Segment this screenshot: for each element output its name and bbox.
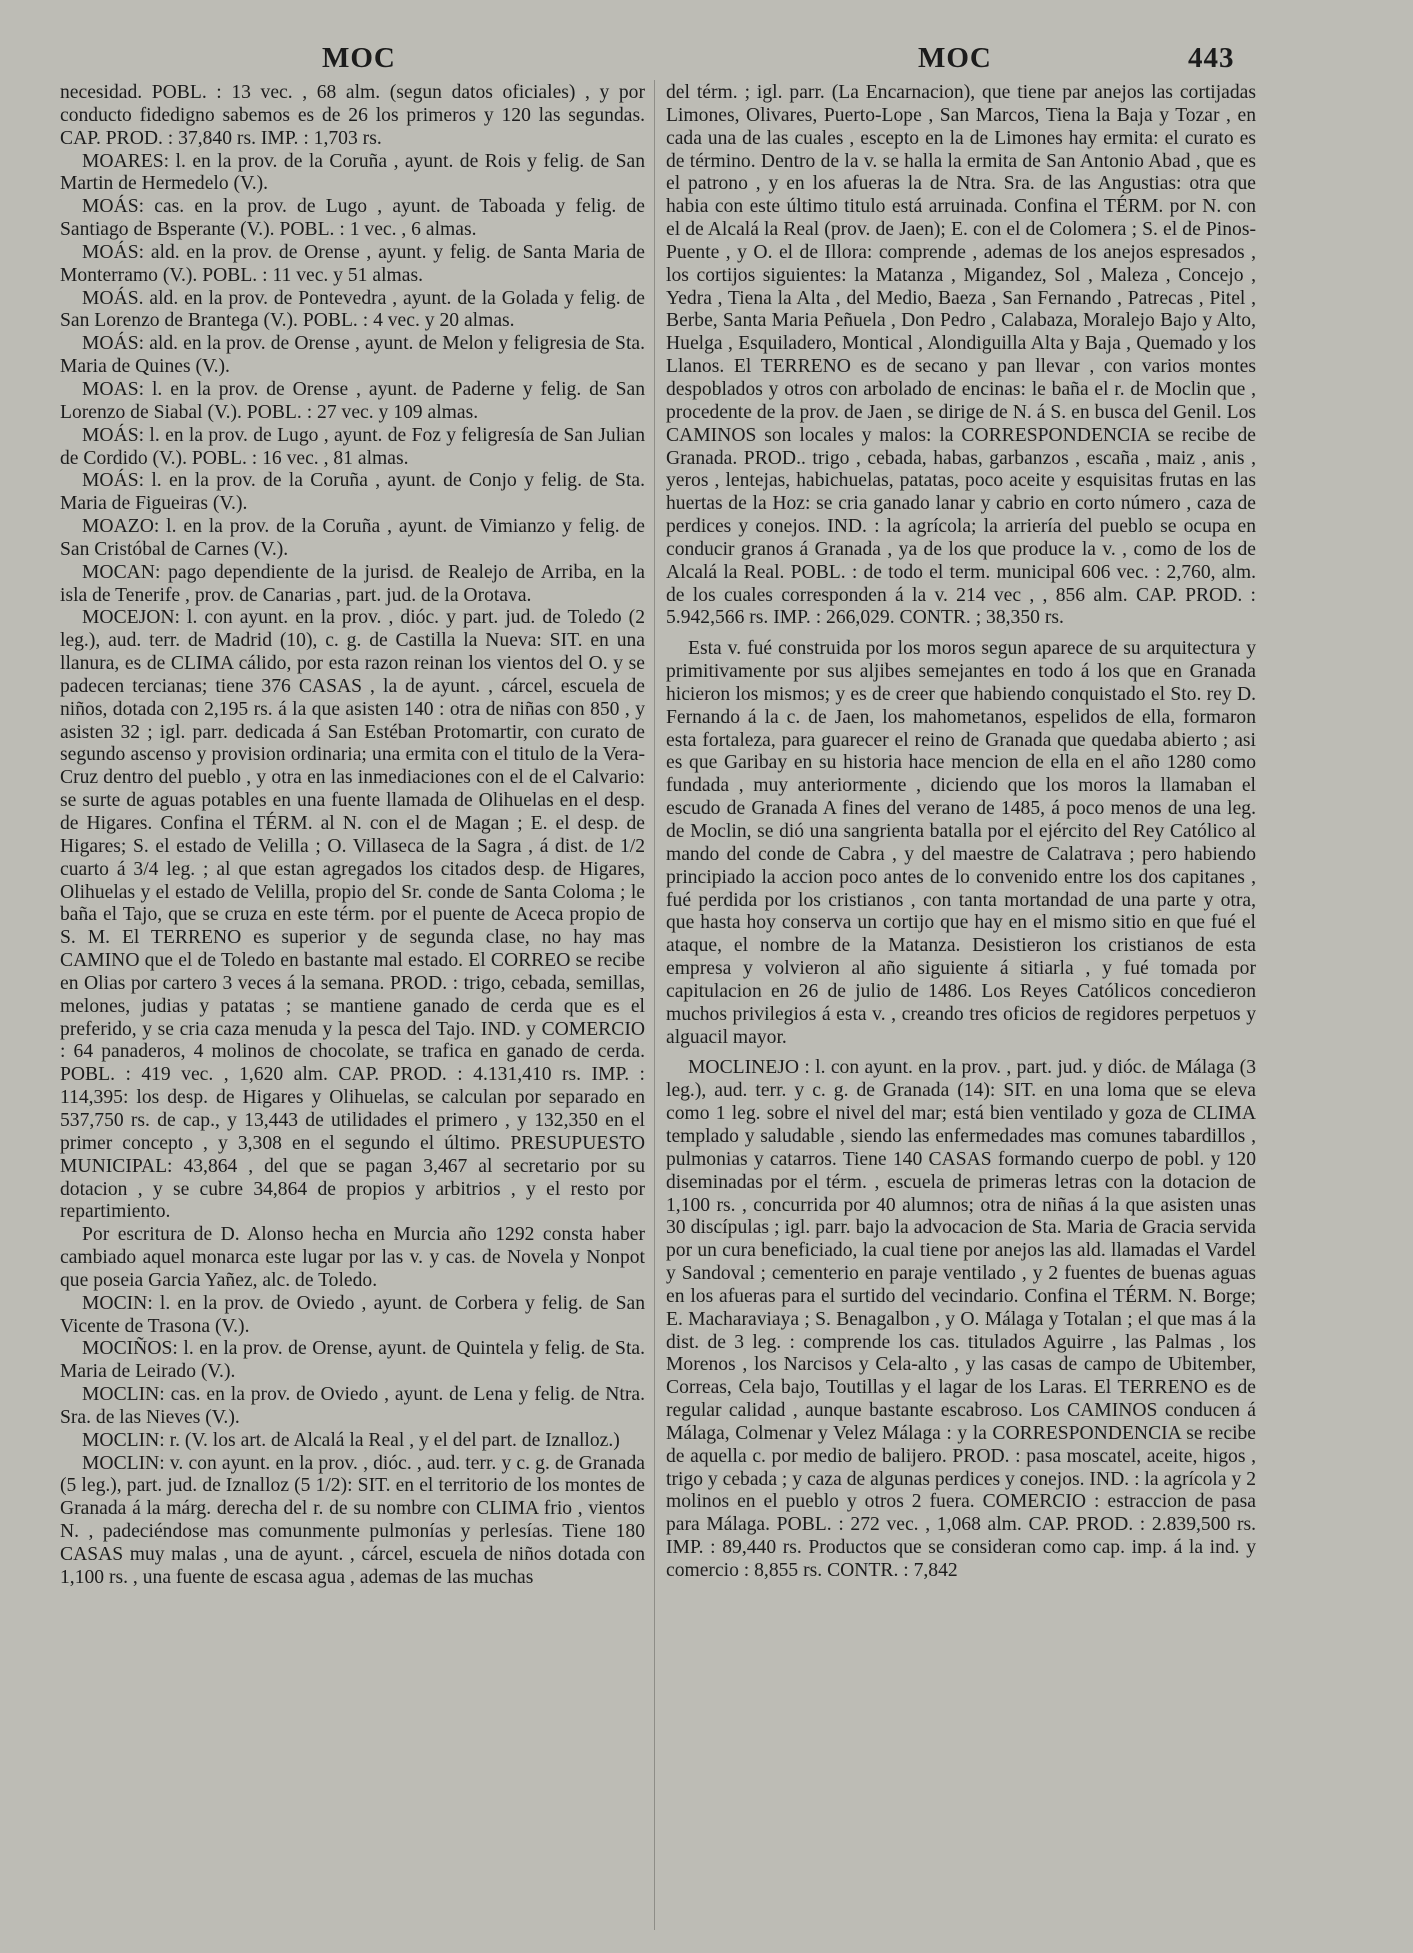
entry: MOARES: l. en la prov. de la Coruña , ayunt. de Rois y felig. de San Martin de Hermedelo (V.). bbox=[60, 150, 645, 195]
entry: Esta v. fué construida por los moros segun aparece de su arquitectura y primitivamente por sus aljibes semejantes en todo á los que en Granada hicieron los mismos; y es de creer que habiendo conquistado el Sto. rey D. Fernando á la c. de Jaen, los mahometanos, espelidos de ella, formaron esta fortaleza, para guarecer el reino de Granada que quedaba abierto ; asi es que Garibay en su historia hace mencion de ella en el año 1280 como fundada , muy anteriormente , diciendo que los moros la llamaban el escudo de Granada A fines del verano de 1485, á poco menos de una leg. de Moclin, se dió una sangrienta batalla por el ejército del Rey Católico al mando del conde de Cabra , y del maestre de Calatrava ; pero habiendo principiado la accion poco antes de lo convenido entre los dos capitanes , fué perdida por los cristianos , con tanta mortandad de una parte y otra, que hasta hoy conserva un cortijo que hay en el mismo sitio en que fué el ataque, el nombre de la Matanza. Desistieron los cristianos de esta empresa y volvieron al año siguiente á sitiarla , y fué tomada por capitulacion en 26 de julio de 1486. Los Reyes Católicos concedieron muchos privilegios á esta v. , creando tres oficios de regidores perpetuos y alguacil mayor. bbox=[666, 638, 1256, 1048]
running-head-right: MOC bbox=[918, 42, 992, 74]
entry: MOCLIN: v. con ayunt. en la prov. , dióc. , aud. terr. y c. g. de Granada (5 leg.), part. jud. de Iznalloz (5 1/2): SIT. en el territorio de los montes de Granada á la márg. derecha del r. de su nombre con CLIMA frio , vientos N. , padeciéndose mas comunmente pulmonías y perlesías. Tiene 180 CASAS muy malas , una de ayunt. , cárcel, escuela de niños dotada con 1,100 rs. , una fuente de escasa agua , ademas de las muchas bbox=[60, 1452, 645, 1588]
entry: MOCLINEJO : l. con ayunt. en la prov. , part. jud. y dióc. de Málaga (3 leg.), aud. terr. y c. g. de Granada (14): SIT. en una loma que se eleva como 1 leg. sobre el nivel del mar; está bien ventilado y goza de CLIMA templado y saludable , siendo las enfermedades mas comunes tabardillos , pulmonias y catarros. Tiene 140 CASAS formando cuerpo de pobl. y 120 diseminadas por el térm. , escuela de primeras letras con la dotacion de 1,100 rs. , concurrida por 40 alumnos; otra de niñas á la que asisten unas 30 discípulas ; igl. parr. bajo la advocacion de Sta. Maria de Gracia servida por un cura beneficiado, la cual tiene por anejos las ald. llamadas el Vardel y Sandoval ; cementerio en paraje ventilado , y 2 fuentes de buenas aguas en los afueras para el surtido del vecindario. Confina el TÉRM. N. Borge; E. Macharaviaya ; S. Benagalbon , y O. Málaga y Totalan ; el que mas á la dist. de 3 leg. : comprende los cas. titulados Aguirre , las Palmas , los Morenos , los Narcisos y Cela-alto , y las casas de campo de Ubitember, Correas, Cela bajo, Toutillas y el lagar de los Laras. El TERRENO es de regular calidad , aunque bastante escabroso. Los CAMINOS conducen á Málaga, Colmenar y Velez Málaga : y la CORRESPONDENCIA se recibe de aquella c. por medio de balijero. PROD. : pasa moscatel, aceite, higos , trigo y cebada ; y caza de algunas perdices y conejos. IND. : la agrícola y 2 molinos en el pueblo y otros 2 fuera. COMERCIO : estraccion de pasa para Málaga. POBL. : 272 vec. , 1,068 alm. CAP. PROD. : 2.839,500 rs. IMP. : 89,440 rs. Productos que se consideran como cap. imp. á la ind. y comercio : 8,855 rs. CONTR. : 7,842 bbox=[666, 1057, 1256, 1581]
entry: MOCLIN: cas. en la prov. de Oviedo , ayunt. de Lena y felig. de Ntra. Sra. de las Nieves (V.). bbox=[60, 1384, 645, 1428]
entry: MOCLIN: r. (V. los art. de Alcalá la Real , y el del part. de Iznalloz.) bbox=[82, 1429, 620, 1451]
entry: MOAS: l. en la prov. de Orense , ayunt. de Paderne y felig. de San Lorenzo de Siabal (V.). POBL. : 27 vec. y 109 almas. bbox=[60, 378, 645, 423]
entry: MOÁS: l. en la prov. de Lugo , ayunt. de Foz y feligresía de San Julian de Cordido (V.). POBL. : 16 vec. , 81 almas. bbox=[60, 424, 645, 469]
entry: del térm. ; igl. parr. (La Encarnacion), que tiene par anejos las cortijadas Limones, Olivares, Puerto-Lope , San Marcos, Tiena la Baja y Tozar , en cada una de las cuales , escepto en la de Limones hay ermita: el curato es de término. Dentro de la v. se halla la ermita de San Antonio Abad , que es el patrono , y en los afueras la de Ntra. Sra. de las Angustias: otra que habia con este último titulo está arruinada. Confina el TÉRM. por N. con el de Alcalá la Real (prov. de Jaen); E. con el de Colomera ; S. el de Pinos-Puente , y O. el de Illora: comprende , ademas de los anejos espresados , los cortijos siguientes: la Matanza , Migandez, Sol , Maleza , Concejo , Yedra , Tiena la Alta , del Medio, Baeza , San Fernando , Patrecas , Pitel , Berbe, Santa Maria Peñuela , Don Pedro , Calabaza, Moralejo Bajo y Alto, Huelga , Esquiladero, Montical , Alondiguilla Alta y Baja , Quemado y los Llanos. El TERRENO es de secano y pan llevar , con varios montes despoblados y otros con arbolado de encinas: le baña el r. de Moclin que , procedente de la prov. de Jaen , se dirige de N. á S. en busca del Genil. Los CAMINOS son locales y malos: la CORRESPONDENCIA se recibe de Granada. PROD.. trigo , cebada, habas, garbanzos , escaña , maiz , anis , yeros , lentejas, habichuelas, patatas, poco aceite y esquisitas frutas en las huertas de la Hoz: se cria ganado lanar y cabrio en corto número , caza de perdices y conejos. IND. : la agrícola; la arriería del pueblo se ocupa en conducir granos á Granada , ya de los que produce la v. , como de los de Alcalá la Real. POBL. : de todo el term. municipal 606 vec. : 2,760, alm. de los cuales corresponden á la v. 214 vec , , 856 alm. CAP. PROD. : 5.942,566 rs. IMP. : 266,029. CONTR. ; 38,350 rs. bbox=[666, 82, 1256, 629]
entry: MOÁS. ald. en la prov. de Pontevedra , ayunt. de la Golada y felig. de San Lorenzo de Brantega (V.). POBL. : 4 vec. y 20 almas. bbox=[60, 287, 645, 332]
entry: necesidad. POBL. : 13 vec. , 68 alm. (segun datos oficiales) , y por conducto fidedigno sabemos es de 26 los primeros y 120 las segundas. CAP. PROD. : 37,840 rs. IMP. : 1,703 rs. bbox=[60, 82, 645, 149]
entry: MOÁS: ald. en la prov. de Orense , ayunt. de Melon y feligresia de Sta. Maria de Quines (V.). bbox=[60, 333, 645, 378]
entry: MOCIÑOS: l. en la prov. de Orense, ayunt. de Quintela y felig. de Sta. Maria de Leirado (V.). bbox=[60, 1338, 645, 1383]
entry: MOÁS: cas. en la prov. de Lugo , ayunt. de Taboada y felig. de Santiago de Bsperante (V.). POBL. : 1 vec. , 6 almas. bbox=[60, 196, 645, 241]
entry: MOÁS: l. en la prov. de la Coruña , ayunt. de Conjo y felig. de Sta. Maria de Figueiras (V.). bbox=[60, 470, 645, 515]
left-column bbox=[60, 82, 645, 1590]
entry: MOCEJON: l. con ayunt. en la prov. , dióc. y part. jud. de Toledo (2 leg.), aud. terr. de Madrid (10), c. g. de Castilla la Nueva: SIT. en una llanura, es de CLIMA cálido, por esta razon reinan los vientos del O. y se padecen tercianas; tiene 376 CASAS , la de ayunt. , cárcel, escuela de niños, dotada con 2,195 rs. á la que asisten 140 : otra de niñas con 850 , y asisten 32 ; igl. parr. dedicada á San Estéban Protomartir, con curato de segundo ascenso y provision ordinaria; una ermita con el titulo de la Vera-Cruz dentro del pueblo , y otra en las inmediaciones con el de el Calvario: se surte de aguas potables en una fuente llamada de Olihuelas en el desp. de Higares. Confina el TÉRM. al N. con el de Magan ; E. el desp. de Higares; S. el estado de Velilla ; O. Villaseca de la Sagra , á dist. de 1/2 cuarto á 3/4 leg. ; al que estan agregados los citados desp. de Higares, Olihuelas y el estado de Velilla, propio del Sr. conde de Santa Coloma ; le baña el Tajo, que se cruza en este térm. por el puente de Aceca propio de S. M. El TERRENO es superior y de segunda clase, no hay mas CAMINO que el de Toledo en bastante mal estado. El CORREO se recibe en Olias por cartero 3 veces á la semana. PROD. : trigo, cebada, semillas, melones, judias y patatas ; se mantiene ganado de cerda que es el preferido, y se cria caza menuda y la pesca del Tajo. IND. y COMERCIO : 64 panaderos, 4 molinos de chocolate, se trafica en ganado de cerda. POBL. : 419 vec. , 1,620 alm. CAP. PROD. : 4.131,410 rs. IMP. : 114,395: los desp. de Higares y Olihuelas, se calculan por separado en 537,750 rs. de cap., y 13,443 de utilidades el primero , y 132,350 en el primer concepto , y 3,308 en el segundo el último. PRESUPUESTO MUNICIPAL: 43,864 , del que se pagan 3,467 al secretario por su dotacion , y se cubre 34,864 de propios y arbitrios , y el resto por repartimiento. bbox=[60, 607, 645, 1223]
entry: MOAZO: l. en la prov. de la Coruña , ayunt. de Vimianzo y felig. de San Cristóbal de Carnes (V.). bbox=[60, 516, 645, 560]
page-number: 443 bbox=[1188, 42, 1235, 74]
entry: MOCAN: pago dependiente de la jurisd. de Realejo de Arriba, en la isla de Tenerife , prov. de Canarias , part. jud. de la Orotava. bbox=[60, 561, 645, 606]
right-column bbox=[666, 82, 1256, 1583]
entry: Por escritura de D. Alonso hecha en Murcia año 1292 consta haber cambiado aquel monarca este lugar por las v. y cas. de Novela y Nonpot que poseia Garcia Yañez, alc. de Toledo. bbox=[60, 1224, 645, 1291]
running-head-left: MOC bbox=[322, 42, 396, 74]
column-divider bbox=[654, 80, 655, 1930]
entry: MOCIN: l. en la prov. de Oviedo , ayunt. de Corbera y felig. de San Vicente de Trasona (V.). bbox=[60, 1292, 645, 1337]
entry: MOÁS: ald. en la prov. de Orense , ayunt. y felig. de Santa Maria de Monterramo (V.). POBL. : 11 vec. y 51 almas. bbox=[60, 241, 645, 286]
